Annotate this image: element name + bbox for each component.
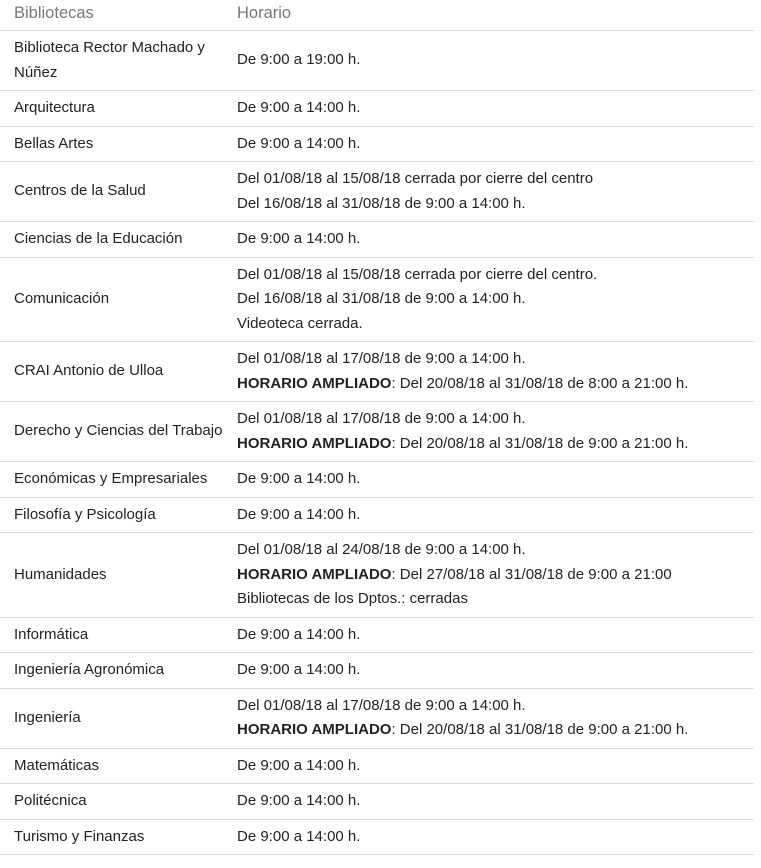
table-row	[0, 462, 754, 498]
schedule-text: Bibliotecas de los Dptos.: cerradas	[237, 590, 468, 607]
schedule-cell	[223, 688, 754, 748]
table-row	[0, 819, 754, 855]
schedule-text: Del 16/08/18 al 31/08/18 de 9:00 a 14:00 h.	[237, 290, 526, 307]
table-header-row	[0, 0, 754, 31]
table-row	[0, 533, 754, 618]
table-row	[0, 162, 754, 222]
schedule-text: Del 01/08/18 al 15/08/18 cerrada por cierre del centro	[237, 170, 594, 187]
extended-hours-label: HORARIO AMPLIADO	[237, 721, 392, 738]
schedule-text: Del 01/08/18 al 17/08/18 de 9:00 a 14:00 h.	[237, 350, 526, 367]
schedule-line	[237, 192, 754, 217]
schedule-line	[237, 347, 754, 372]
schedule-line	[237, 312, 754, 337]
schedule-text: Del 01/08/18 al 15/08/18 cerrada por cierre del centro.	[237, 265, 598, 283]
schedule-text: Del 16/08/18 al 31/08/18 de 9:00 a 14:00 h.	[237, 194, 526, 212]
library-name: Comunicación	[0, 257, 223, 342]
library-name: Ingeniería	[0, 688, 223, 748]
schedule-cell	[223, 497, 754, 533]
table-row	[0, 222, 754, 258]
table-row	[0, 784, 754, 820]
library-name: Ciencias de la Educación	[0, 222, 223, 258]
library-name: Politécnica	[0, 784, 223, 820]
table-row	[0, 653, 754, 689]
schedule-text: De 9:00 a 14:00 h.	[237, 827, 361, 845]
schedule-line	[237, 789, 754, 814]
library-name: Centros de la Salud	[0, 162, 223, 222]
schedule-cell	[223, 162, 754, 222]
table-row	[0, 126, 754, 162]
schedule-cell	[223, 653, 754, 689]
schedule-line	[237, 623, 754, 648]
library-name: Turismo y Finanzas	[0, 819, 223, 855]
schedule-line	[237, 538, 754, 563]
table-row	[0, 91, 754, 127]
schedule-line	[237, 658, 754, 683]
schedule-text: Videoteca cerrada.	[237, 314, 363, 332]
schedule-line	[237, 287, 754, 312]
schedule-cell	[223, 342, 754, 402]
schedule-line	[237, 227, 754, 252]
table-row	[0, 257, 754, 342]
schedule-cell	[223, 402, 754, 462]
library-name: Derecho y Ciencias del Trabajo	[0, 402, 223, 462]
schedule-line	[237, 718, 754, 743]
schedule-line	[237, 432, 754, 457]
schedule-cell	[223, 257, 754, 342]
schedule-cell	[223, 462, 754, 498]
library-name: Bellas Artes	[0, 126, 223, 162]
schedule-text: De 9:00 a 14:00 h.	[237, 661, 361, 678]
schedule-text: De 9:00 a 14:00 h.	[237, 792, 361, 809]
schedule-text: Del 01/08/18 al 24/08/18 de 9:00 a 14:00 h.	[237, 541, 526, 558]
extended-hours-label: HORARIO AMPLIADO	[237, 565, 392, 583]
library-name: Ingeniería Agronómica	[0, 653, 223, 689]
column-header-libraries: Bibliotecas	[0, 0, 223, 31]
schedule-line	[237, 48, 754, 73]
schedule-cell	[223, 819, 754, 855]
schedule-cell	[223, 126, 754, 162]
schedule-text: De 9:00 a 14:00 h.	[237, 625, 361, 643]
schedule-text: De 9:00 a 14:00 h.	[237, 470, 361, 487]
table-row	[0, 748, 754, 784]
schedule-text: De 9:00 a 14:00 h.	[237, 99, 361, 116]
schedule-text: De 9:00 a 14:00 h.	[237, 230, 361, 247]
schedule-text: De 9:00 a 19:00 h.	[237, 51, 361, 69]
schedule-text: : Del 20/08/18 al 31/08/18 de 9:00 a 21:00 h.	[391, 434, 689, 452]
schedule-line	[237, 825, 754, 850]
schedule-cell	[223, 533, 754, 618]
schedule-text: : Del 27/08/18 al 31/08/18 de 9:00 a 21:00	[391, 565, 672, 583]
table-body	[0, 31, 754, 855]
extended-hours-label: HORARIO AMPLIADO	[237, 434, 392, 452]
schedule-cell	[223, 222, 754, 258]
schedule-cell	[223, 91, 754, 127]
table-row	[0, 402, 754, 462]
library-name: Humanidades	[0, 533, 223, 618]
table-row	[0, 617, 754, 653]
schedule-text: Del 01/08/18 al 17/08/18 de 9:00 a 14:00 h.	[237, 410, 526, 427]
schedule-line	[237, 263, 754, 288]
extended-hours-label: HORARIO AMPLIADO	[237, 374, 392, 392]
table-row	[0, 342, 754, 402]
schedule-text: Del 01/08/18 al 17/08/18 de 9:00 a 14:00 h.	[237, 696, 526, 714]
library-name: Biblioteca Rector Machado y Núñez	[0, 31, 223, 91]
schedule-cell	[223, 31, 754, 91]
schedule-cell	[223, 617, 754, 653]
schedule-text: De 9:00 a 14:00 h.	[237, 756, 361, 774]
schedule-text: : Del 20/08/18 al 31/08/18 de 8:00 a 21:00 h.	[391, 374, 689, 392]
library-name: CRAI Antonio de Ulloa	[0, 342, 223, 402]
schedule-line	[237, 563, 754, 588]
library-name: Arquitectura	[0, 91, 223, 127]
schedule-line	[237, 167, 754, 192]
column-header-schedule: Horario	[223, 0, 754, 31]
schedule-text: De 9:00 a 14:00 h.	[237, 134, 361, 152]
schedule-text: : Del 20/08/18 al 31/08/18 de 9:00 a 21:00 h.	[391, 721, 689, 738]
schedule-cell	[223, 784, 754, 820]
schedule-line	[237, 467, 754, 492]
schedule-line	[237, 96, 754, 121]
schedule-line	[237, 372, 754, 397]
schedule-cell	[223, 748, 754, 784]
schedule-line	[237, 694, 754, 719]
library-name: Filosofía y Psicología	[0, 497, 223, 533]
schedule-line	[237, 407, 754, 432]
table-row	[0, 31, 754, 91]
library-name: Matemáticas	[0, 748, 223, 784]
schedule-text: De 9:00 a 14:00 h.	[237, 505, 361, 523]
table-row	[0, 688, 754, 748]
schedule-line	[237, 754, 754, 779]
table-row	[0, 497, 754, 533]
schedule-line	[237, 503, 754, 528]
library-name: Económicas y Empresariales	[0, 462, 223, 498]
library-name: Informática	[0, 617, 223, 653]
schedule-line	[237, 587, 754, 612]
schedule-line	[237, 132, 754, 157]
